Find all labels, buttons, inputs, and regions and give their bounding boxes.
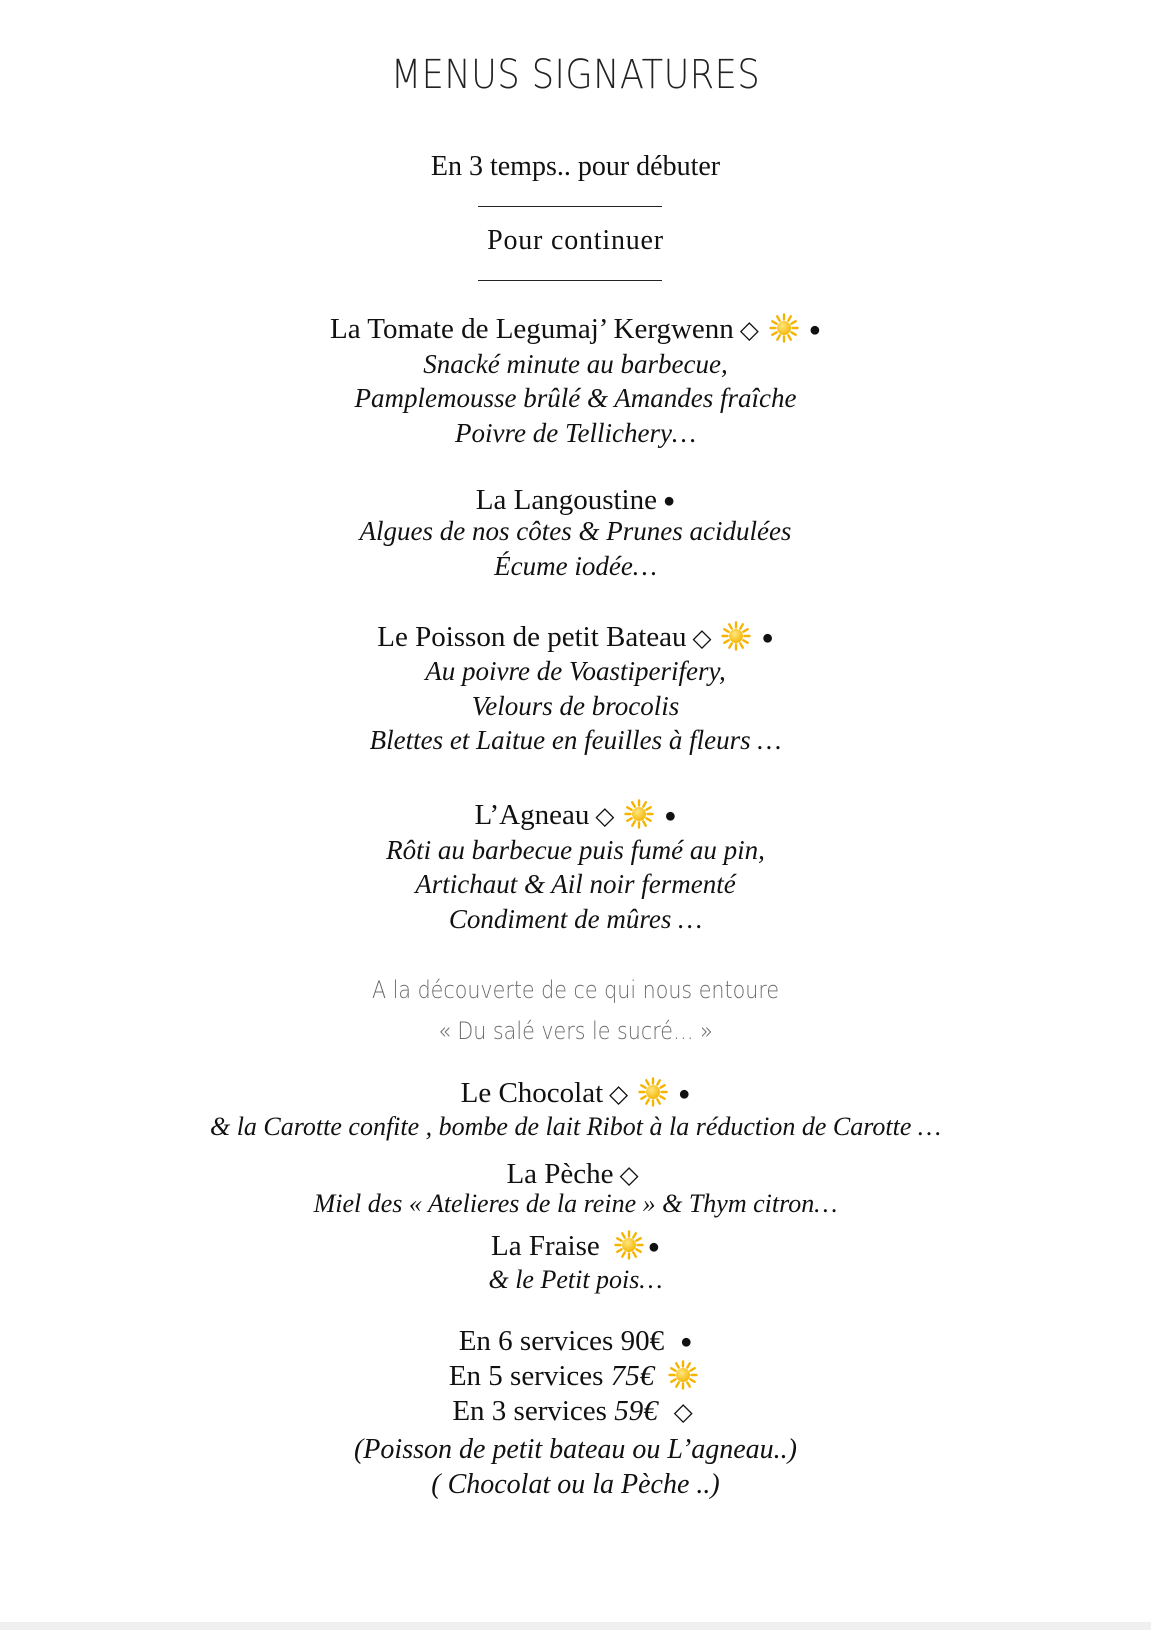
dish-name: La Tomate de Legumaj’ Kergwenn: [329, 313, 734, 345]
formula-label: En 6 services: [458, 1325, 614, 1357]
dish-description-line: Snacké minute au barbecue,: [423, 349, 728, 379]
dish-description-line: Artichaut & Ail noir fermenté: [415, 869, 736, 899]
subtitle-start: En 3 temps.. pour débuter: [430, 151, 721, 182]
dish-title: [0, 799, 1151, 832]
formula-price: 59€: [614, 1395, 658, 1427]
formula-label: En 3 services: [452, 1395, 607, 1427]
divider-2: [478, 280, 662, 281]
formula-label: En 5 services: [448, 1360, 604, 1392]
diamond-icon: ◇: [619, 1162, 639, 1189]
subtitle-continue: Pour continuer: [487, 225, 664, 256]
dessert-title: [0, 1077, 1151, 1110]
sun-icon: [668, 1360, 698, 1390]
dish-title: [0, 313, 1151, 346]
diamond-icon: ◇: [609, 1081, 629, 1108]
sun-icon: [624, 799, 654, 829]
dessert-description: Miel des « Atelieres de la reine » & Thym citron…: [313, 1189, 838, 1218]
formula-price: 90€: [620, 1325, 665, 1357]
dish-description-line: Algues de nos côtes & Prunes acidulées: [359, 516, 792, 546]
dish-description-line: Rôti au barbecue puis fumé au pin,: [386, 835, 765, 865]
formula-note: (Poisson de petit bateau ou L’agneau..): [353, 1434, 797, 1465]
formula-line: [0, 1325, 1151, 1358]
dessert-name: La Pèche: [506, 1158, 614, 1190]
dessert-name: La Fraise: [491, 1230, 600, 1262]
formula-line: [0, 1395, 1151, 1428]
dish-description-line: Poivre de Tellichery…: [455, 418, 696, 448]
page-bottom-edge: [0, 1622, 1151, 1630]
diamond-icon: ◇: [595, 803, 615, 830]
dessert-title: [0, 1158, 1151, 1191]
dish-description-line: Blettes et Laitue en feuilles à fleurs …: [369, 725, 782, 755]
sun-icon: [614, 1230, 644, 1260]
dish-description-line: Écume iodée…: [494, 551, 657, 581]
dish-name: Le Poisson de petit Bateau: [377, 621, 687, 653]
dot-icon: ●: [761, 627, 774, 649]
diamond-icon: ◇: [739, 317, 759, 344]
sun-icon: [638, 1077, 668, 1107]
sun-icon: [721, 621, 751, 651]
dessert-name: Le Chocolat: [460, 1077, 604, 1109]
dish-description-line: Condiment de mûres …: [448, 904, 703, 934]
dish-title: [0, 484, 1151, 517]
dot-icon: ●: [647, 1236, 660, 1258]
dish-description-line: Pamplemousse brûlé & Amandes fraîche: [354, 383, 797, 413]
dish-description-line: Au poivre de Voastiperifery,: [425, 656, 726, 686]
dessert-description: & la Carotte confite , bombe de lait Ribot à la réduction de Carotte …: [209, 1112, 942, 1141]
dessert-description: & le Petit pois…: [488, 1265, 663, 1294]
sun-icon: [769, 313, 799, 343]
dot-icon: ●: [680, 1331, 693, 1353]
page-title: MENUS SIGNATURES: [390, 52, 761, 98]
diamond-icon: ◇: [673, 1399, 693, 1426]
dot-icon: ●: [664, 805, 677, 827]
formula-line: [0, 1360, 1151, 1393]
dot-icon: ●: [678, 1083, 691, 1105]
dish-title: [0, 621, 1151, 654]
section-heading: A la découverte de ce qui nous entoure: [371, 976, 780, 1004]
dessert-title: [0, 1230, 1151, 1263]
dish-name: L’Agneau: [474, 799, 590, 831]
diamond-icon: ◇: [692, 625, 712, 652]
divider-1: [478, 206, 662, 207]
dot-icon: ●: [662, 490, 676, 512]
formula-note: ( Chocolat ou la Pèche ..): [431, 1469, 720, 1500]
dish-description-line: Velours de brocolis: [471, 691, 680, 721]
section-subheading: « Du salé vers le sucré… »: [438, 1017, 713, 1045]
formula-price: 75€: [610, 1360, 655, 1392]
dot-icon: ●: [808, 319, 822, 341]
dish-name: La Langoustine: [475, 484, 657, 516]
